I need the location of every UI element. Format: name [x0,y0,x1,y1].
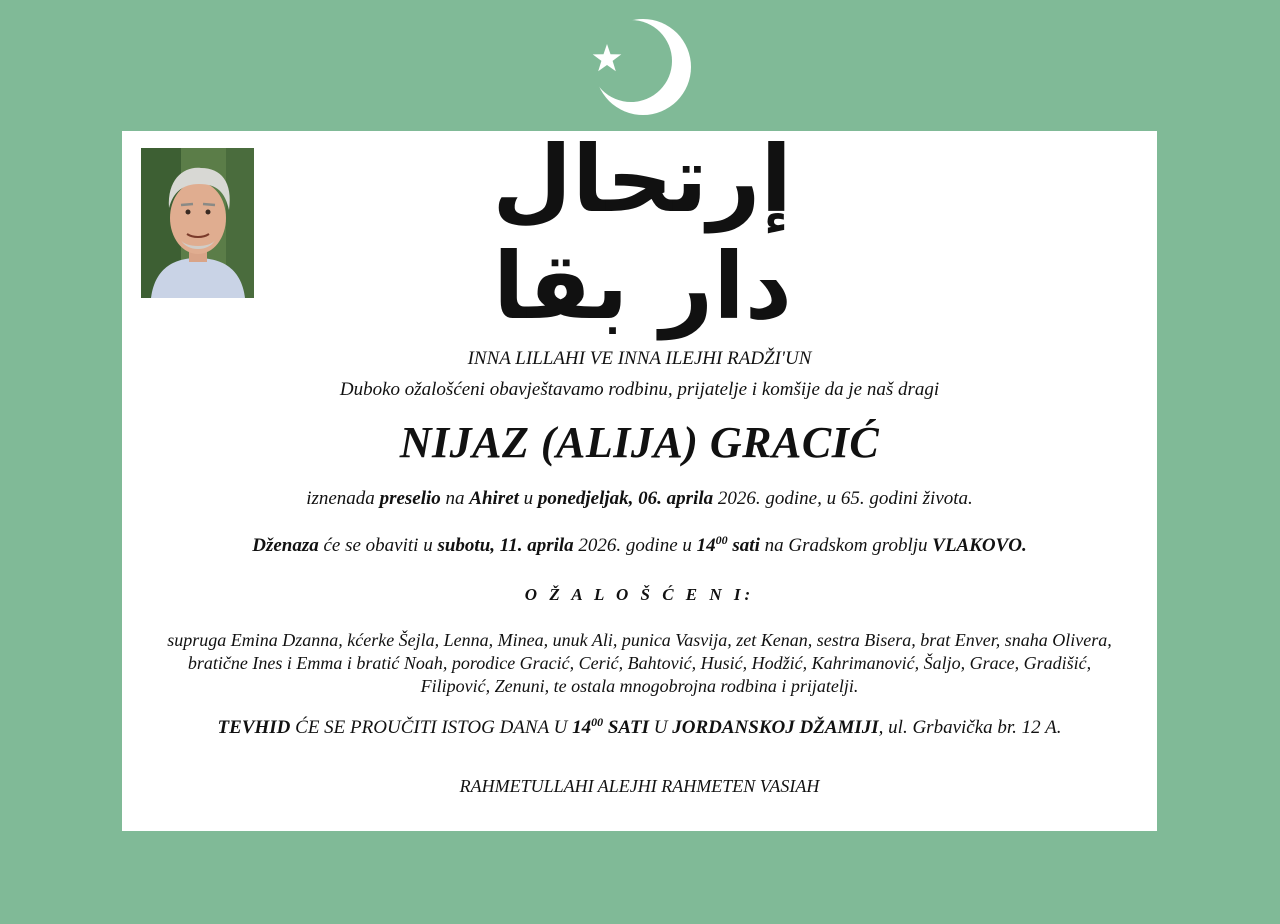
deceased-name: NIJAZ (ALIJA) GRACIĆ [399,418,880,467]
tevhid-line: TEVHID ĆE SE PROUČITI ISTOG DANA U $14^{00}$ SATI U JORDANSKOJ DŽAMIJI, ul. Grbavička br. 12 A. [217,715,1062,738]
arabic-calligraphy: إرتحال دار بقا [492,126,792,340]
death-line: iznenada preselio na Ahiret u ponedjeljak, 06. aprila 2026. godine, u 65. godini života. [306,488,973,509]
portrait-photo [141,148,254,298]
crescent-star-icon [583,14,695,120]
funeral-line: Dženaza će se obaviti u subotu, 11. aprila 2026. godine u $14^{00}$ sati na Gradskom groblju VLAKOVO. [252,533,1027,556]
inna-lillahi-line: INNA LILLAHI VE INNA ILEJHI RADŽI'UN [467,348,812,369]
obituary-card [122,126,1157,831]
mourners-heading: O Ž A L O Š Ć E N I: [524,585,755,604]
closing-prayer: RAHMETULLAHI ALEJHI RAHMETEN VASIAH [459,776,820,796]
announcement-line: Duboko ožalošćeni obavještavamo rodbinu, prijatelje i komšije da je naš dragi [339,379,940,400]
mourners-list: supruga Emina Dzanna, kćerke Šejla, Lenna, Minea, unuk Ali, punica Vasvija, zet Kenan, sestra Bisera, brat Enver, snaha Olivera, bratične Ines i Emma i bratić Noah, porodice Gracić, Cerić, Bahtović, Husić, Hodžić, Kahrimanović, Šaljo, Grace, Gradišić, Filipović, Zenuni, te ostala mnogobrojna rodbina i prijatelji. [167,630,1112,696]
